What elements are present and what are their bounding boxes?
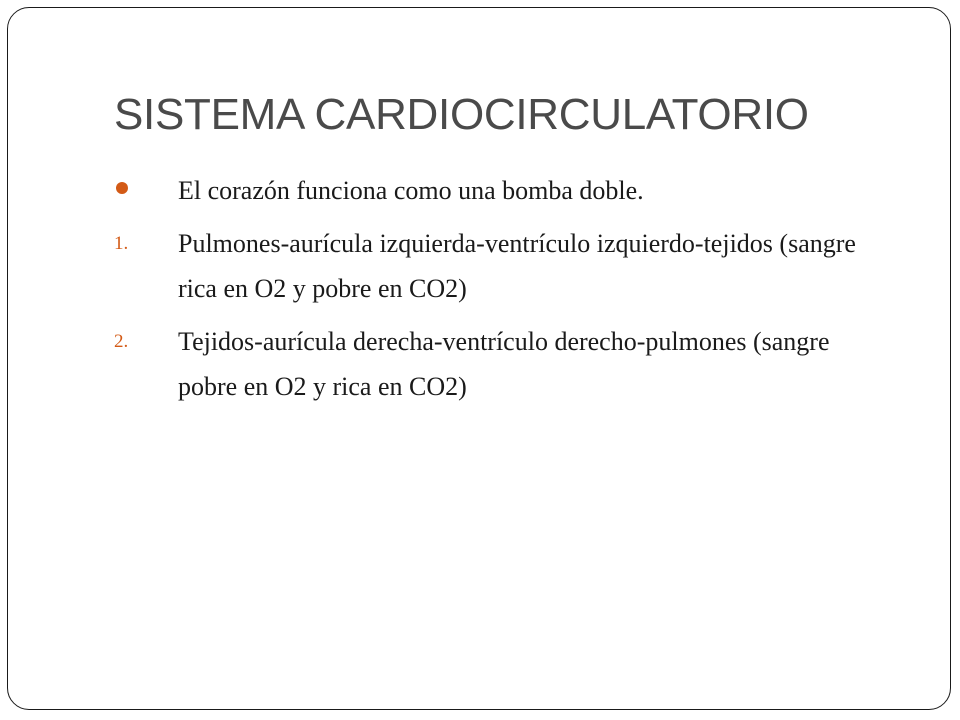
slide-title: SISTEMA CARDIOCIRCULATORIO (114, 90, 809, 139)
list-number: 2. (114, 331, 129, 352)
slide-content (114, 168, 874, 417)
bullet-icon (116, 182, 128, 194)
list-item-text: Tejidos-aurícula derecha-ventrículo derecho-pulmones (sangre pobre en O2 y rica en CO2) (178, 327, 830, 401)
list-item-text: Pulmones-aurícula izquierda-ventrículo izquierdo-tejidos (sangre rica en O2 y pobre en CO2) (178, 229, 856, 303)
slide-frame (7, 7, 951, 710)
list-item-bullet (114, 168, 874, 213)
list-number: 1. (114, 233, 129, 254)
list-item-1 (114, 221, 874, 311)
list-item-text: El corazón funciona como una bomba doble. (178, 176, 644, 205)
list-item-2 (114, 319, 874, 409)
